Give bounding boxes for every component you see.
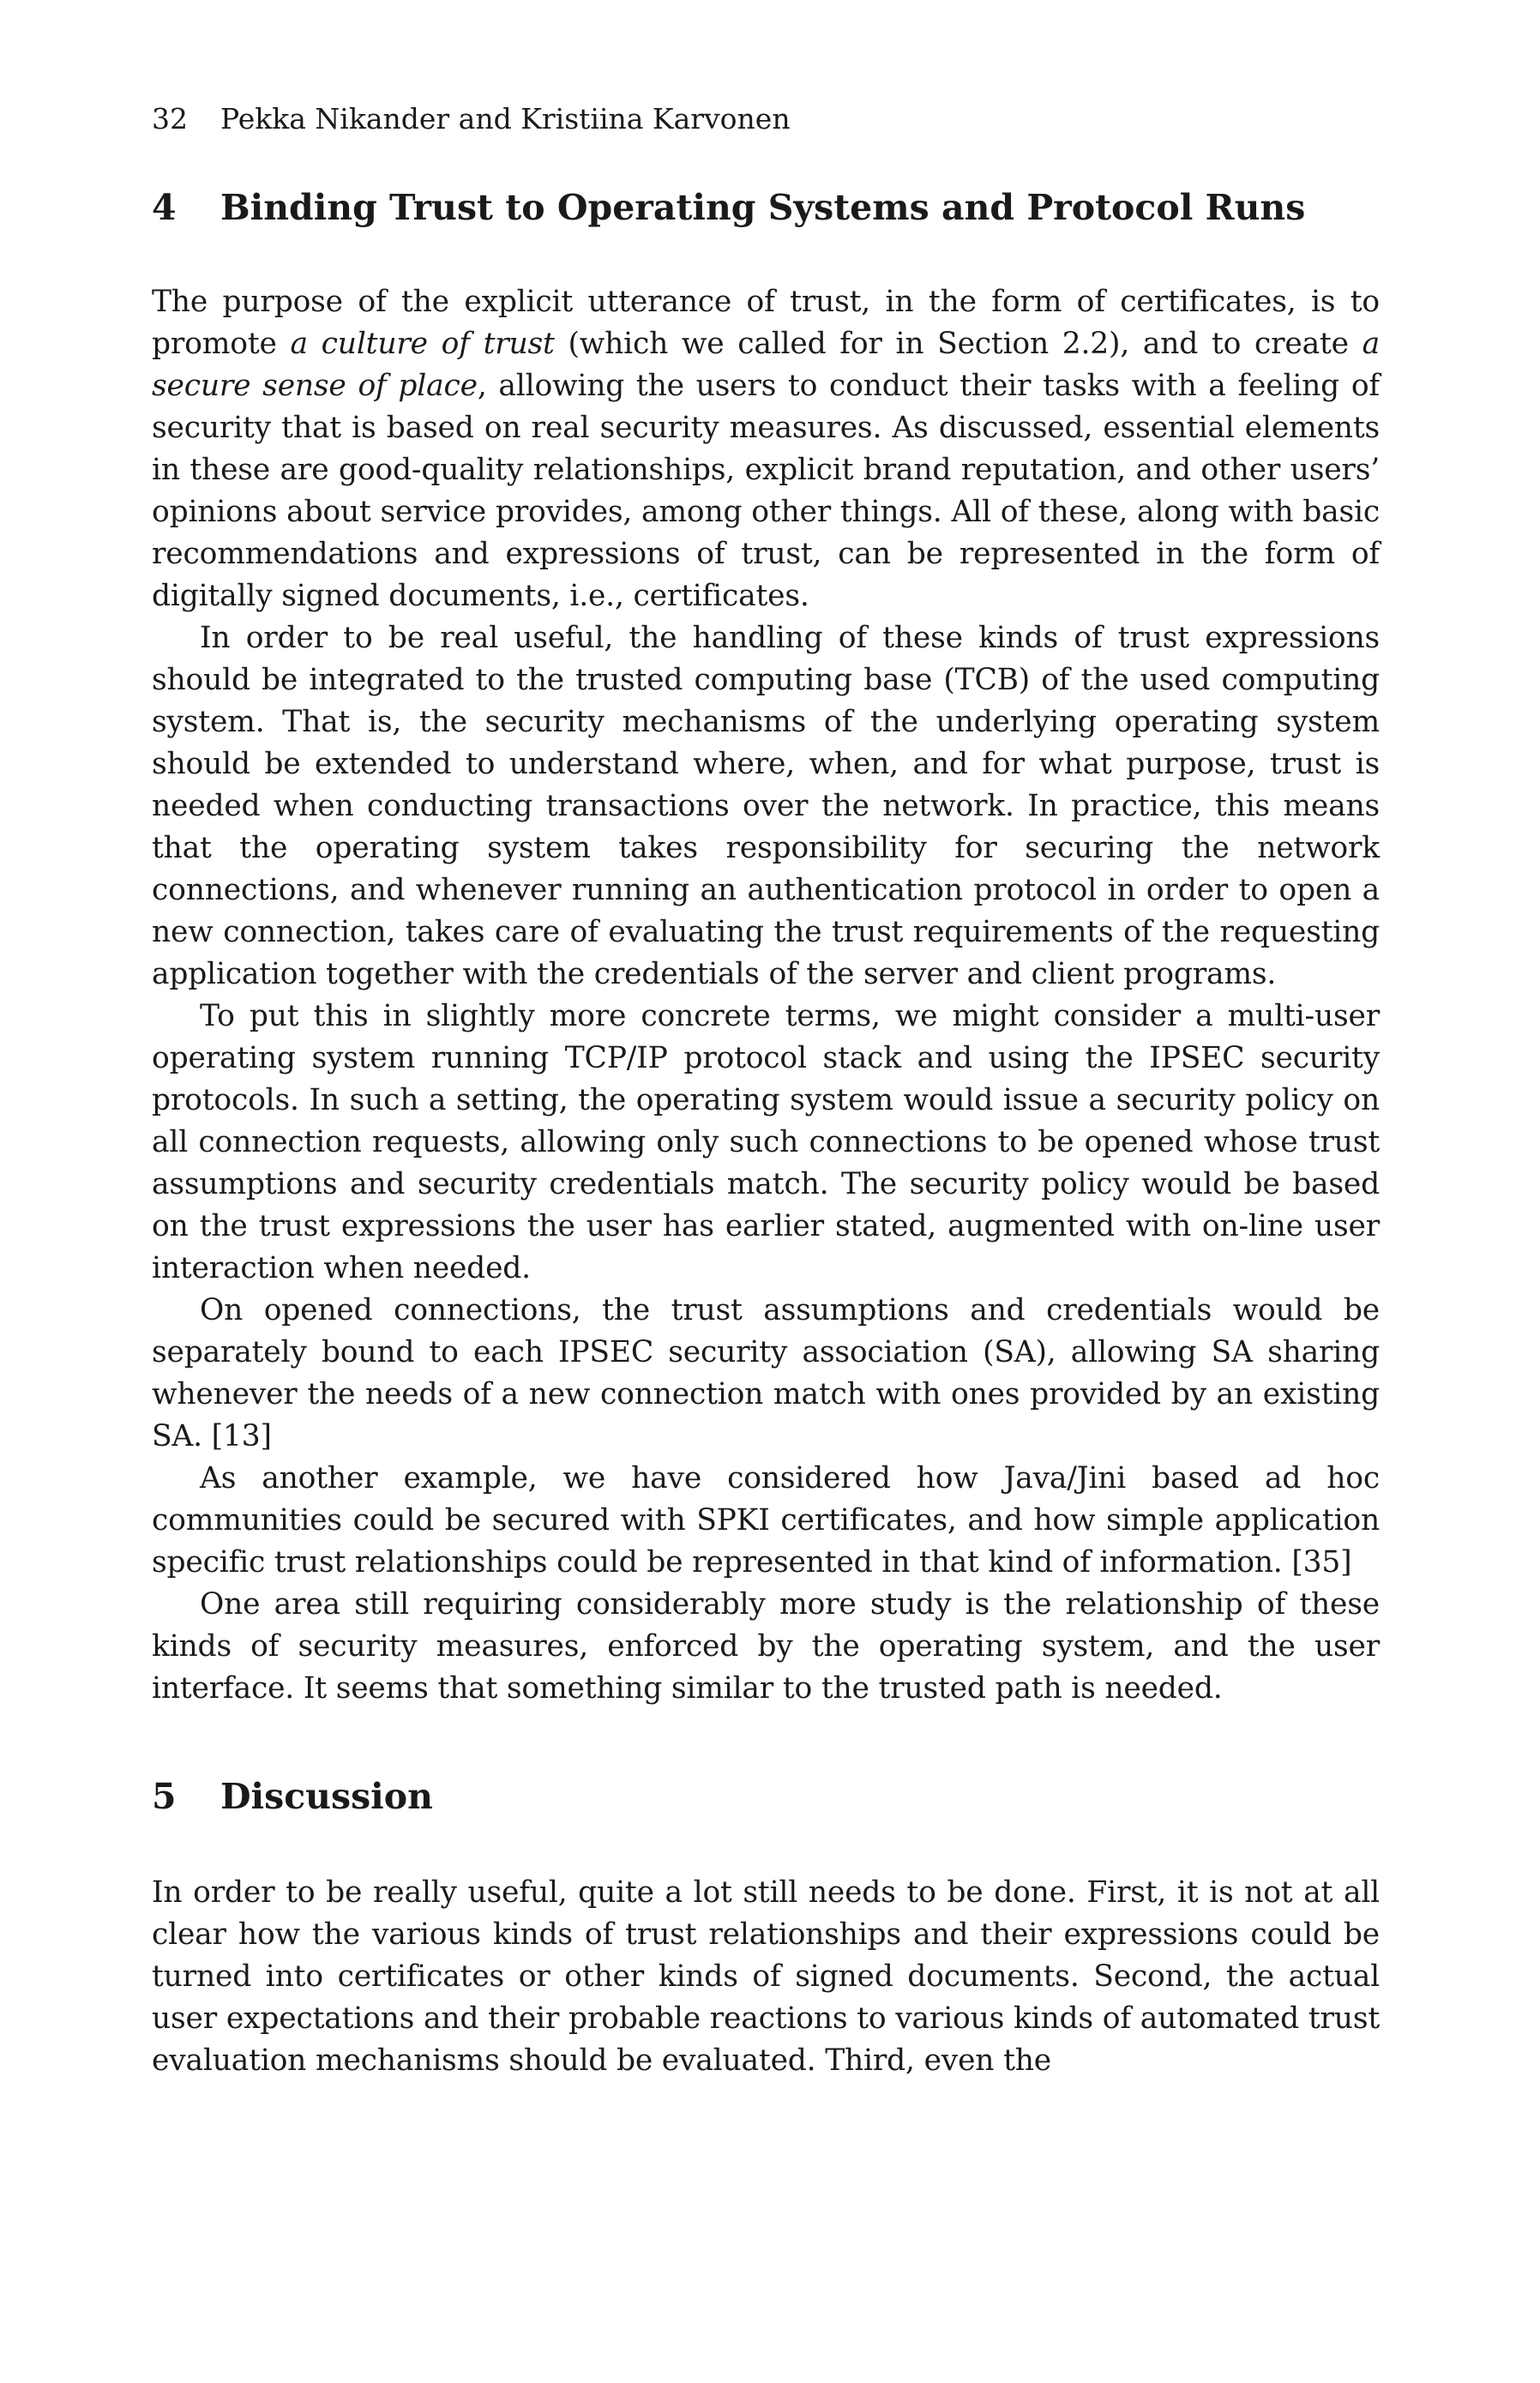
section-heading-5	[152, 1777, 1380, 1817]
section-number: 5	[152, 1776, 177, 1818]
running-head	[152, 102, 1380, 135]
paragraph: One area still requiring considerably more study is the relationship of these kinds of security measures, enforced by the operating system, and the user interface. It seems that something similar to the trusted path is needed.	[152, 1587, 1380, 1706]
paragraph-text: , allowing the users to conduct their tasks with a feeling of security that is based on real security measures. As discussed, essential elements in these are good-quality relationships, explicit brand reputation, and other users’ opinions about service provides, among other things. All of these, along with basic recommendations and expressions of trust, can be represented in the form of digitally signed documents, i.e., certificates.	[152, 369, 1381, 614]
page-number: 32	[152, 102, 188, 135]
section-5-body	[152, 1872, 1380, 2082]
paragraph: In order to be really useful, quite a lot still needs to be done. First, it is not at all clear how the various kinds of trust relationships and their expressions could be turned into certificates or other kinds of signed documents. Second, the actual user expectations and their probable reactions to various kinds of automated trust evaluation mechanisms should be evaluated. Third, even the	[152, 1875, 1380, 2079]
page	[152, 94, 1380, 2082]
section-title: Discussion	[220, 1776, 433, 1818]
section-heading-4	[152, 188, 1380, 228]
paragraph-text: The purpose of the explicit utterance of trust, in the form of certificates, is to promote	[152, 285, 1380, 362]
paragraph: As another example, we have considered how Java/Jini based ad hoc communities could be secured with SPKI certificates, and how simple application specific trust relationships could be represented in that kind of information. [35]	[152, 1461, 1380, 1580]
paragraph-text: (which we called for in Section 2.2), and to create	[554, 327, 1363, 362]
section-title: Binding Trust to Operating Systems and Protocol Runs	[220, 187, 1306, 228]
section-number: 4	[152, 187, 177, 228]
paragraph: On opened connections, the trust assumptions and credentials would be separately bound to each IPSEC security association (SA), allowing SA sharing whenever the needs of a new connection match with ones provided by an existing SA. [13]	[152, 1293, 1380, 1454]
emphasis-culture-of-trust: a culture of trust	[290, 327, 555, 362]
paragraph	[152, 281, 1380, 617]
running-head-authors: Pekka Nikander and Kristiina Karvonen	[220, 102, 791, 135]
paragraph: In order to be real useful, the handling of these kinds of trust expressions should be integrated to the trusted computing base (TCB) of the used computing system. That is, the security mechanisms of the underlying operating system should be extended to understand where, when, and for what purpose, trust is needed when conducting transactions over the network. In practice, this means that the operating system takes responsibility for securing the network connections, and whenever running an authentication protocol in order to open a new connection, takes care of evaluating the trust requirements of the requesting application together with the credentials of the server and client programs.	[152, 621, 1380, 992]
paragraph: To put this in slightly more concrete terms, we might consider a multi-user operating system running TCP/IP protocol stack and using the IPSEC security protocols. In such a setting, the operating system would issue a security policy on all connection requests, allowing only such connections to be opened whose trust assumptions and security credentials match. The security policy would be based on the trust expressions the user has earlier stated, augmented with on-line user interaction when needed.	[152, 999, 1380, 1286]
section-4-body	[152, 281, 1380, 1710]
emphasis-secure-sense-of-place: a secure sense of place	[152, 327, 1381, 404]
